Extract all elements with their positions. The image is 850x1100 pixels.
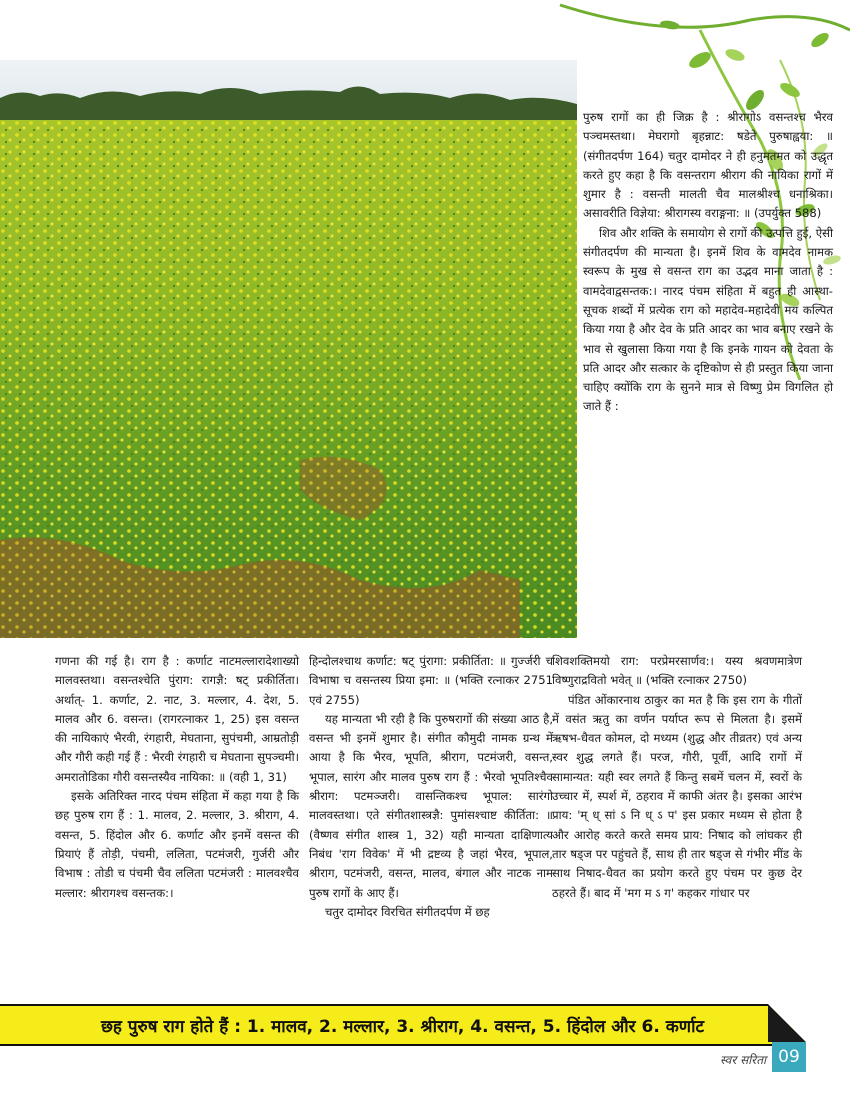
column1-paragraph-2: इसके अतिरिक्त नारद पंचम संहिता में कहा गया है कि छह पुरुष राग हैं : 1. मालव, 2. मल्लार, 3. श्रीराग, 4. वसन्त, 5. हिंदोल और 6. कर्णाट और इनमें वसन्त की प्रियाएं हैं तोड़ी, पंचमी, ललिता, पटमंजरी, गुर्जरी और विभाष : तोडी च पंचमी चैव ललिता पटमंजरी : मालवश्चैव मल्लार: श्रीरागश्च वसन्तक:। (55, 789, 299, 900)
column1-paragraph-1: गणना की गई है। राग है : कर्णाट नाटमल्लारादेशाख्यो मालवस्तथा। वसन्तश्चेति पुंराग: रागज्ञै: षट् प्रकीर्तिता। अर्थात्- 1. कर्णाट, 2. नाट, 3. मल्लार, 4. देश, 5. मालव और 6. वसन्त। (रागरत्नाकर 1, 25) इस वसन्त की नायिकाएं भैरवी, रंगहारी, मेघताना, सुपंचमी, आम्रतोड़ी और गौरी कही गई हैं : भैरवी रंगहारी च मेघताना सुपञ्चमी। अमरातोडिका गौरी वसन्तस्यैव नायिका: ॥ (वही 1, 31) (55, 654, 299, 784)
side-paragraph-1: पुरुष रागों का ही जिक्र है : श्रीरागोऽ वसन्तश्च भैरव पञ्चमस्तथा। मेघरागो बृहन्नाट: षडेते पुरुषाह्वया: ॥ (संगीतदर्पण 164) चतुर दामोदर ने ही हनुमतमत को उद्धृत करते हुए कहा है कि वसन्तराग श्रीराग की नायिका रागों में शुमार है : वसन्ती मालती चैव मालश्रीश्च धनाश्रिका। असावरीति विज्ञेया: श्रीरागस्य वराङ्गना: ॥ (उपर्युक्त 588) (583, 110, 833, 221)
text-column-3 (552, 652, 802, 903)
mustard-field-photo (0, 60, 577, 638)
column2-paragraph-2: यह मान्यता भी रही है कि पुरुषरागों की संख्या आठ है, वसन्त भी इनमें शुमार है। संगीत कौमुदी नामक ग्रन्थ में आया है कि भैरव, भूपति, श्रीराग, पटमंजरी, वसन्त, भूपाल, सारंग और मालव पुरुष राग हैं : भैरवो भूपतिश्चैव श्रीराग: पटमञ्जरी। वासन्तिकश्च भूपाल: सारंगो मालवस्तथा। एते संगीतशास्त्रज्ञै: पुमांसश्चाष्ट कीर्तिता: ॥ (वैष्णव संगीत शास्त्र 1, 32) यही मान्यता दाक्षिणात्य निबंध 'राग विवेक' में भी द्रष्टव्य है जहां भैरव, भूपाल, श्रीराग, पटमंजरी, वसन्त, मालव, बंगाल और नाटक नाम पुरुष रागों के आए हैं। (309, 711, 553, 900)
column3-paragraph-1: शिवशक्तिमयो राग: परप्रेमरसार्णव:। यस्य श्रवणमात्रेण विष्णुराद्रवितो भवेत् ॥ (भक्ति रत्नाकर 2750) (552, 654, 802, 688)
column3-paragraph-2: पंडित ओंकारनाथ ठाकुर का मत है कि इस राग के गीतों में वसंत ऋतु का वर्णन पर्याप्त रूप से मिलता है। इसमें ऋषभ-धैवत कोमल, दो मध्यम (शुद्ध और तीव्रतर) एवं अन्य स्वर शुद्ध लगते हैं। परज, गौरी, पूर्वी, आदि रागों में सामान्यत: यही स्वर लगते हैं किन्तु सबमें चलन में, स्वरों के उच्चार में, स्पर्श में, ठहराव में काफी अंतर है। इसका आरंभ प्राय: 'म् ध् सां ऽ नि ध् ऽ प' इस प्रकार मध्यम से होता है और आरोह करते करते समय प्राय: निषाद को लांघकर ही तार षड्ज पर पहुंचते हैं, साथ ही तार षड्ज से गंभीर मींड के साथ निषाद-धैवत का प्रयोग करते हुए पंचम पर कुछ देर ठहरते हैं। बाद में 'मग म ऽ ग' कहकर गांधार पर (552, 692, 802, 900)
highlight-banner (0, 1004, 805, 1046)
text-column-1 (55, 652, 299, 903)
text-column-2 (309, 652, 553, 922)
side-text-column (583, 108, 833, 417)
column2-paragraph-1: हिन्दोलश्चाथ कर्णाट: षट् पुंरागा: प्रकीर्तिता: ॥ गुर्ज्जरी च विभाषा च वसन्तस्य प्रिया इमा: ॥ (भक्ति रत्नाकर 2751 एवं 2755) (309, 654, 553, 707)
banner-text: छह पुरुष राग होते हैं : 1. मालव, 2. मल्लार, 3. श्रीराग, 4. वसन्त, 5. हिंदोल और 6. कर्णाट (100, 1016, 705, 1037)
magazine-name: स्वर सरिता (720, 1053, 767, 1067)
column2-paragraph-3: चतुर दामोदर विरचित संगीतदर्पण में छह (325, 904, 490, 919)
page-number: 09 (772, 1042, 806, 1072)
side-paragraph-2: शिव और शक्ति के समायोग से रागों की उत्पत्ति हुई, ऐसी संगीतदर्पण की मान्यता है। इनमें शिव के वामदेव नामक स्वरूप के मुख से वसन्त राग का उद्भव माना जाता है : वामदेवाद्वसन्तक:। नारद पंचम संहिता में बहुत ही आस्था-सूचक शब्दों में प्रत्येक राग को महादेव-महादेवी मय कल्पित किया गया है और देव के प्रति आदर का भाव बनाए रखने के भाव से खुलासा किया गया है कि इनके गायन को देवता के प्रति आदर और सत्कार के दृष्टिकोण से ही प्रस्तुत किया जाना चाहिए क्योंकि राग के सुनने मात्र से विष्णु प्रेम विगलित हो जाते हैं : (583, 225, 833, 414)
banner-corner-fold (768, 1004, 806, 1042)
